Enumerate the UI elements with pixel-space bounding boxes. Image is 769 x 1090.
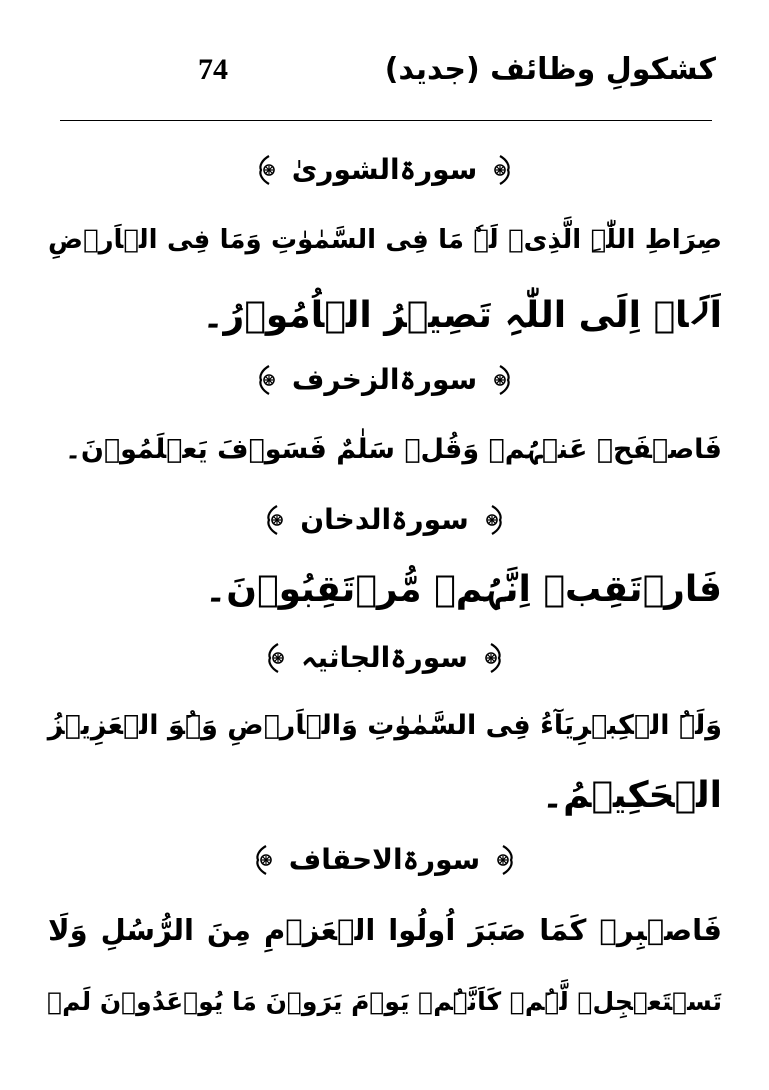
surah-name: سورۃالاحقاف [288,843,481,876]
surah-heading-zukhruf [0,360,769,407]
surah-heading-shura [0,150,769,197]
ornament-left-icon [265,642,291,674]
surah-name: سورۃالشوریٰ [291,153,478,186]
verse-line: تَسۡتَعۡجِلۡ لَّہُمۡ کَاَنَّہُمۡ یَوۡمَ یَرَوۡنَ مَا یُوۡعَدُوۡنَ لَمۡ [47,987,722,1016]
surah-heading-ahqaf [0,840,769,887]
verse-line: الۡحَکِیۡمُ۔ [542,775,722,816]
surah-name: سورۃالجاثیہ [301,641,468,674]
verse-line: فَاصۡبِرۡ کَمَا صَبَرَ اُولُوا الۡعَزۡمِ مِنَ الرُّسُلِ وَلَا [48,913,722,947]
ornament-right-icon [487,154,513,186]
ornament-right-icon [479,504,505,536]
ornament-left-icon [253,844,279,876]
header-divider [60,120,712,121]
ornament-left-icon [256,364,282,396]
page-header [60,48,716,98]
surah-heading-jathiya [0,638,769,685]
surah-heading-dukhan [0,500,769,547]
book-title: کشکولِ وظائف (جدید) [384,52,716,87]
verse-line: فَاصۡفَحۡ عَنۡہُمۡ وَقُلۡ سَلٰمٌ فَسَوۡفَ یَعۡلَمُوۡنَ۔ [65,434,722,465]
verse-line: صِرَاطِ اللّٰہِ الَّذِیۡ لَہٗ مَا فِی السَّمٰوٰتِ وَمَا فِی الۡاَرۡضِ [48,225,722,255]
ornament-right-icon [478,642,504,674]
surah-name: سورۃالزخرف [291,363,478,396]
verse-line: فَارۡتَقِبۡ اِنَّہُمۡ مُّرۡتَقِبُوۡنَ۔ [205,569,722,610]
ornament-right-icon [487,364,513,396]
ornament-left-icon [264,504,290,536]
surah-name: سورۃالدخان [300,503,469,536]
verse-line: اَلَاۤ اِلَی اللّٰہِ تَصِیۡرُ الۡاُمُوۡرُ۔ [202,295,722,336]
verse-line: وَلَہُ الۡکِبۡرِیَآءُ فِی السَّمٰوٰتِ وَالۡاَرۡضِ وَہُوَ الۡعَزِیۡزُ [47,710,722,741]
ornament-left-icon [256,154,282,186]
page-number: 74 [198,53,228,86]
ornament-right-icon [490,844,516,876]
